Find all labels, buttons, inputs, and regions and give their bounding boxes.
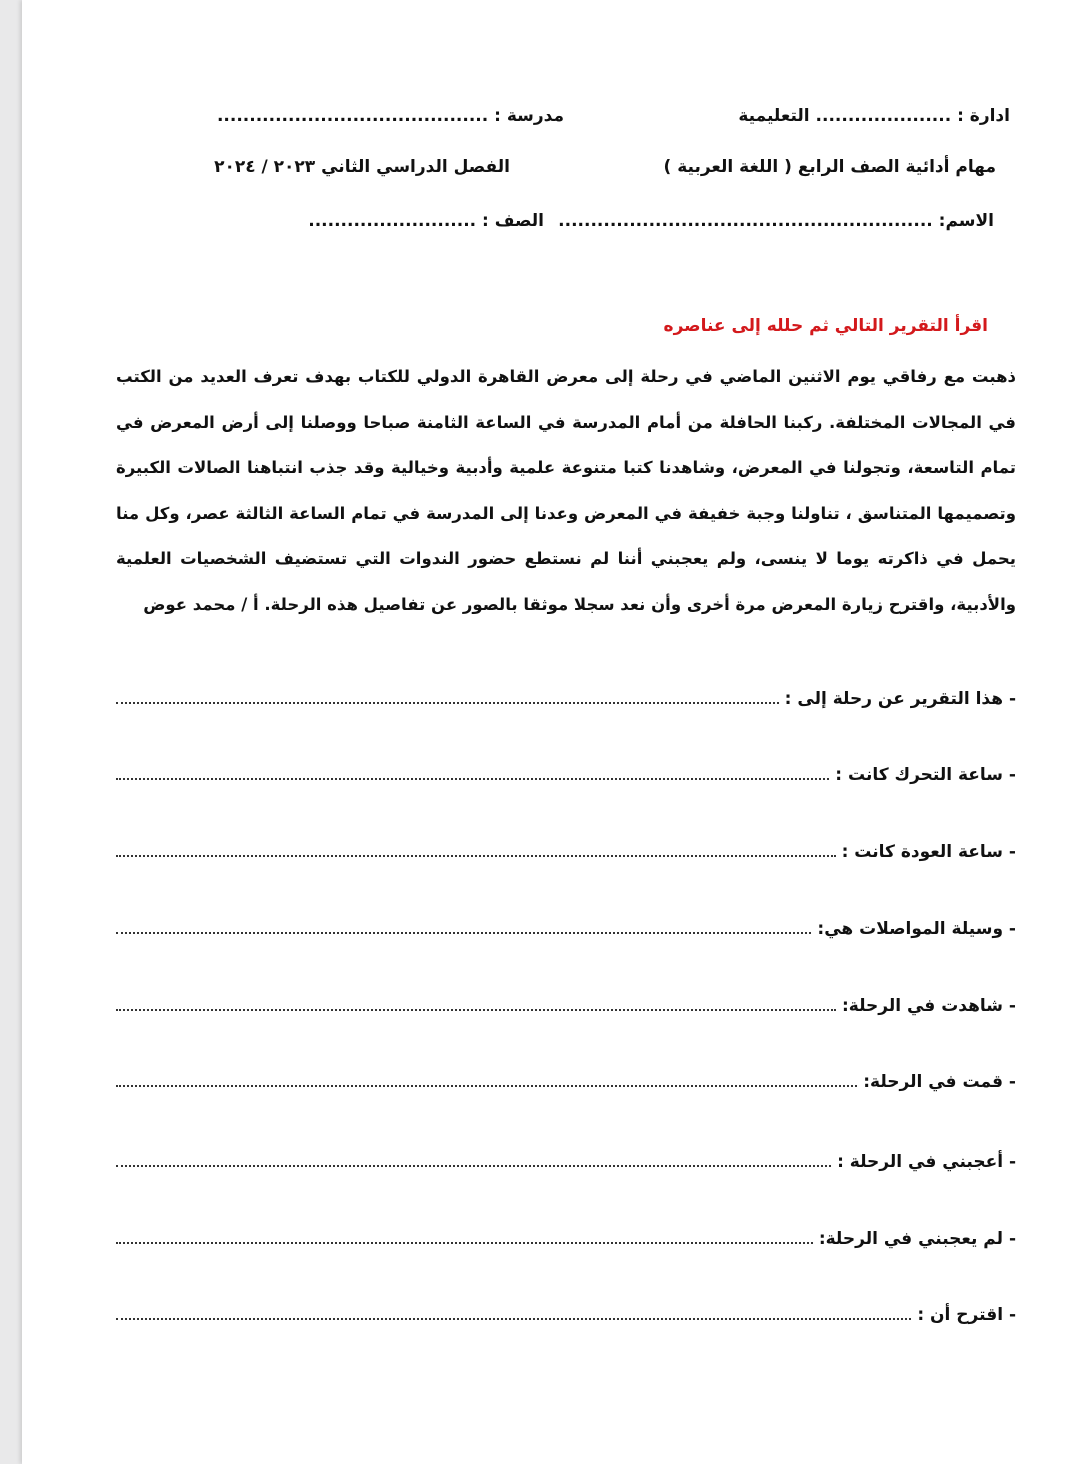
question-label: - أعجبني في الرحلة : [837,1152,1016,1172]
question-label: - شاهدت في الرحلة: [841,996,1016,1016]
question-trip-destination [116,689,1016,709]
tasks-title: مهام أدائية الصف الرابع ( اللغة العربية ) [663,157,996,177]
answer-line [116,853,836,857]
question-label: - اقترح أن : [917,1305,1016,1325]
question-did [116,1072,1016,1092]
name-field: الاسم: .......................................................... [558,211,994,231]
class-field: الصف : .......................... [308,211,544,231]
school-label: مدرسة : .......................................... [216,106,564,126]
instruction-heading: اقرأ التقرير التالي ثم حلله إلى عناصره [663,316,988,336]
answer-line [116,930,811,934]
question-label: - لم يعجبني في الرحلة: [818,1229,1016,1249]
question-liked [116,1152,1016,1172]
answer-line [116,1163,831,1167]
question-label: - هذا التقرير عن رحلة إلى : [784,689,1016,709]
answer-line [116,776,829,780]
worksheet-page [22,0,1080,1464]
administration-label: ادارة : ..................... التعليمية [738,106,1010,126]
answer-line [116,1083,857,1087]
answer-line [116,1007,836,1011]
answer-line [116,700,779,704]
report-passage: ذهبت مع رفاقي يوم الاثنين الماضي في رحلة إلى معرض القاهرة الدولي للكتاب بهدف تعرف العديد من الكتب في المجالات المختلفة. ركبنا الحافلة من أمام المدرسة في الساعة الثامنة صباحا ووصلنا إلى أرض المعرض في تمام التاسعة، وتجولنا في المعرض، وشاهدنا كتبا متنوعة علمية وأدبية وخيالية وقد جذب انتباهنا الصالات الكبيرة وتصميمها المتناسق ، تناولنا وجبة خفيفة في المعرض وعدنا إلى المدرسة في تمام الساعة الثالثة عصر، وكل منا يحمل في ذاكرته يوما لا ينسى، ولم يعجبني أننا لم نستطع حضور الندوات التي تستضيف الشخصيات العلمية والأدبية، واقترح زيارة المعرض مرة أخرى وأن نعد سجلا موثقا بالصور عن تفاصيل هذه الرحلة. أ / محمد عوض [116,367,1016,614]
question-label: - وسيلة المواصلات هي: [817,919,1016,939]
question-transport [116,919,1016,939]
question-suggest [116,1305,1016,1325]
question-label: - ساعة العودة كانت : [841,842,1016,862]
term-label: الفصل الدراسي الثاني ٢٠٢٣ / ٢٠٢٤ [214,157,510,177]
question-departure-time [116,765,1016,785]
question-return-time [116,842,1016,862]
question-disliked [116,1229,1016,1249]
answer-line [116,1316,911,1320]
answer-line [116,1240,813,1244]
question-label: - ساعة التحرك كانت : [835,765,1016,785]
question-label: - قمت في الرحلة: [863,1072,1016,1092]
question-saw [116,996,1016,1016]
